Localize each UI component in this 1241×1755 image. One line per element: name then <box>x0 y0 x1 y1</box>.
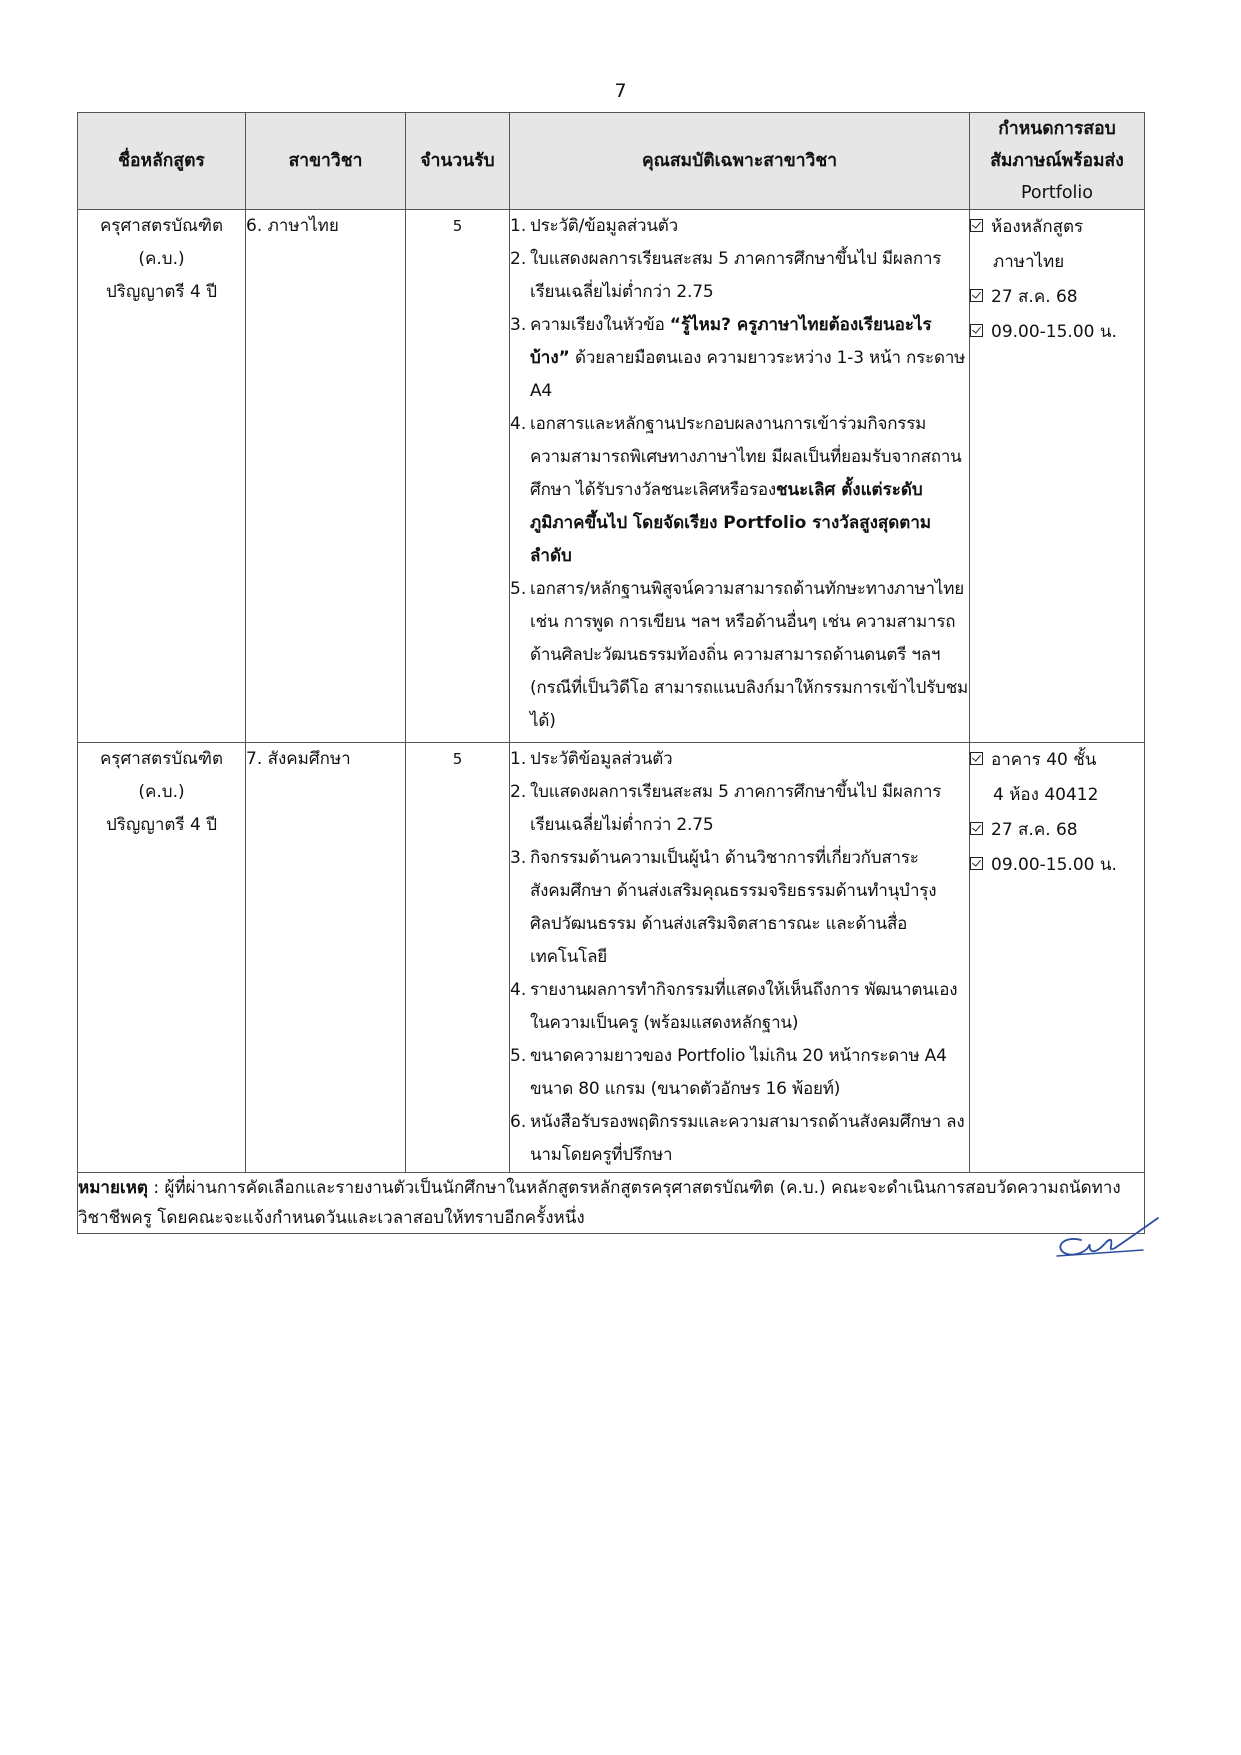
checkbox-checked-icon <box>970 289 983 302</box>
major-cell: 7. สังคมศึกษา <box>246 743 406 1173</box>
item-text: ประวัติ/ข้อมูลส่วนตัว <box>530 216 678 236</box>
item-text: ใบแสดงผลการเรียนสะสม 5 ภาคการศึกษาขึ้นไป มีผลการเรียนเฉลี่ยไม่ต่ำกว่า 2.75 <box>530 782 942 835</box>
item-text: ประวัติข้อมูลส่วนตัว <box>530 749 673 769</box>
program-abbr: (ค.บ.) <box>138 249 185 269</box>
item-number: 4. <box>510 414 527 434</box>
program-abbr: (ค.บ.) <box>138 782 185 802</box>
table-row <box>78 743 1145 1173</box>
checkbox-checked-icon <box>970 324 983 337</box>
time-text: 09.00-15.00 น. <box>991 855 1117 875</box>
location-line2: ภาษาไทย <box>993 252 1065 272</box>
list-item <box>510 1106 969 1172</box>
item-number: 1. <box>510 216 527 236</box>
schedule-cell <box>970 210 1145 743</box>
item-number: 1. <box>510 749 527 769</box>
item-text: รายงานผลการทำกิจกรรมที่แสดงให้เห็นถึงการ พัฒนาตนเองในความเป็นครู (พร้อมแสดงหลักฐาน) <box>530 980 958 1033</box>
time-text: 09.00-15.00 น. <box>991 322 1117 342</box>
item-text: ความเรียงในหัวข้อ <box>530 315 670 335</box>
list-item <box>510 309 969 408</box>
item-text: กิจกรรมด้านความเป็นผู้นำ ด้านวิชาการที่เกี่ยวกับสาระสังคมศึกษา ด้านส่งเสริมคุณธรรมจริยธรรมด้านทำนุบำรุง ศิลปวัฒนธรรม ด้านส่งเสริมจิตสาธารณะ และด้านสื่อเทคโนโลยี <box>530 848 937 967</box>
schedule-time <box>970 315 1144 350</box>
header-major: สาขาวิชา <box>246 113 406 210</box>
schedule-date <box>970 280 1144 315</box>
schedule-date <box>970 813 1144 848</box>
program-cell <box>78 743 246 1173</box>
list-item <box>510 842 969 974</box>
checkbox-checked-icon <box>970 857 983 870</box>
list-item <box>510 974 969 1040</box>
item-number: 3. <box>510 315 527 335</box>
list-item <box>510 210 969 243</box>
list-item <box>510 573 969 738</box>
item-number: 2. <box>510 782 527 802</box>
checkbox-checked-icon <box>970 752 983 765</box>
list-item <box>510 1040 969 1106</box>
item-number: 6. <box>510 1112 527 1132</box>
header-count: จำนวนรับ <box>406 113 510 210</box>
item-number: 5. <box>510 579 527 599</box>
schedule-location <box>970 210 1144 280</box>
item-text: หนังสือรับรองพฤติกรรมและความสามารถด้านสังคมศึกษา ลงนามโดยครูที่ปรึกษา <box>530 1112 965 1165</box>
note-label: หมายเหตุ <box>78 1178 148 1198</box>
date-text: 27 ส.ค. 68 <box>991 287 1078 307</box>
list-item <box>510 743 969 776</box>
note-cell <box>78 1173 1145 1234</box>
header-schedule-line3: Portfolio <box>1021 183 1093 203</box>
item-number: 3. <box>510 848 527 868</box>
program-degree: ปริญญาตรี 4 ปี <box>105 282 218 302</box>
item-number: 2. <box>510 249 527 269</box>
header-schedule <box>970 113 1145 210</box>
date-text: 27 ส.ค. 68 <box>991 820 1078 840</box>
qualifications-cell <box>510 210 970 743</box>
note-row <box>78 1173 1145 1234</box>
note-text: : ผู้ที่ผ่านการคัดเลือกและรายงานตัวเป็นนักศึกษาในหลักสูตรหลักสูตรครุศาสตรบัณฑิต (ค.บ.) คณะจะดำเนินการสอบวัดความถนัดทางวิชาชีพครู โดยคณะจะแจ้งกำหนดวันและเวลาสอบให้ทราบอีกครั้งหนึ่ง <box>78 1178 1121 1228</box>
count-cell: 5 <box>406 743 510 1173</box>
signature-mark <box>1053 1210 1163 1265</box>
major-cell: 6. ภาษาไทย <box>246 210 406 743</box>
header-program: ชื่อหลักสูตร <box>78 113 246 210</box>
item-text: ด้วยลายมือตนเอง ความยาวระหว่าง 1-3 หน้า กระดาษ A4 <box>530 348 966 401</box>
table-header-row <box>78 113 1145 210</box>
item-emphasis: ชนะเลิศ ตั้งแต่ระดับภูมิภาคขึ้นไป โดยจัดเรียง Portfolio รางวัลสูงสุดตามลำดับ <box>530 480 932 566</box>
item-text: เอกสาร/หลักฐานพิสูจน์ความสามารถด้านทักษะทางภาษาไทย เช่น การพูด การเขียน ฯลฯ หรือด้านอื่นๆ เช่น ความสามารถ ด้านศิลปะวัฒนธรรมท้องถิ่น ความสามารถด้านดนตรี ฯลฯ (กรณีที่เป็นวิดีโอ สามารถแนบลิงก์มาให้กรรมการเข้าไปรับชมได้) <box>530 579 969 731</box>
qualifications-list <box>510 210 969 738</box>
list-item <box>510 243 969 309</box>
header-qualifications: คุณสมบัติเฉพาะสาขาวิชา <box>510 113 970 210</box>
table-row <box>78 210 1145 743</box>
item-number: 4. <box>510 980 527 1000</box>
item-emphasis: “รู้ไหม? ครูภาษาไทยต้องเรียนอะไรบ้าง” <box>530 315 932 368</box>
checkbox-checked-icon <box>970 219 983 232</box>
item-text: เอกสารและหลักฐานประกอบผลงานการเข้าร่วมกิจกรรม ความสามารถพิเศษทางภาษาไทย มีผลเป็นที่ยอมรับจากสถานศึกษา ได้รับรางวัลชนะเลิศหรือรอง <box>530 414 962 500</box>
list-item <box>510 408 969 573</box>
qualifications-cell <box>510 743 970 1173</box>
schedule-location <box>970 743 1144 813</box>
qualifications-list <box>510 743 969 1172</box>
header-schedule-line1: กำหนดการสอบ <box>998 119 1116 139</box>
program-name: ครุศาสตรบัณฑิต <box>99 749 224 769</box>
item-number: 5. <box>510 1046 527 1066</box>
page-number: 7 <box>614 80 627 102</box>
checkbox-checked-icon <box>970 822 983 835</box>
program-name: ครุศาสตรบัณฑิต <box>99 216 224 236</box>
item-text: ขนาดความยาวของ Portfolio ไม่เกิน 20 หน้ากระดาษ A4 ขนาด 80 แกรม (ขนาดตัวอักษร 16 พ้อยท์) <box>530 1046 947 1099</box>
count-cell: 5 <box>406 210 510 743</box>
schedule-time <box>970 848 1144 883</box>
location-line1: อาคาร 40 ชั้น <box>991 750 1097 770</box>
location-line1: ห้องหลักสูตร <box>991 217 1084 237</box>
item-text: ใบแสดงผลการเรียนสะสม 5 ภาคการศึกษาขึ้นไป มีผลการเรียนเฉลี่ยไม่ต่ำกว่า 2.75 <box>530 249 942 302</box>
header-schedule-line2: สัมภาษณ์พร้อมส่ง <box>990 151 1124 171</box>
list-item <box>510 776 969 842</box>
program-cell <box>78 210 246 743</box>
admission-table <box>77 112 1145 1234</box>
schedule-cell <box>970 743 1145 1173</box>
program-degree: ปริญญาตรี 4 ปี <box>105 815 218 835</box>
location-line2: 4 ห้อง 40412 <box>993 785 1099 805</box>
